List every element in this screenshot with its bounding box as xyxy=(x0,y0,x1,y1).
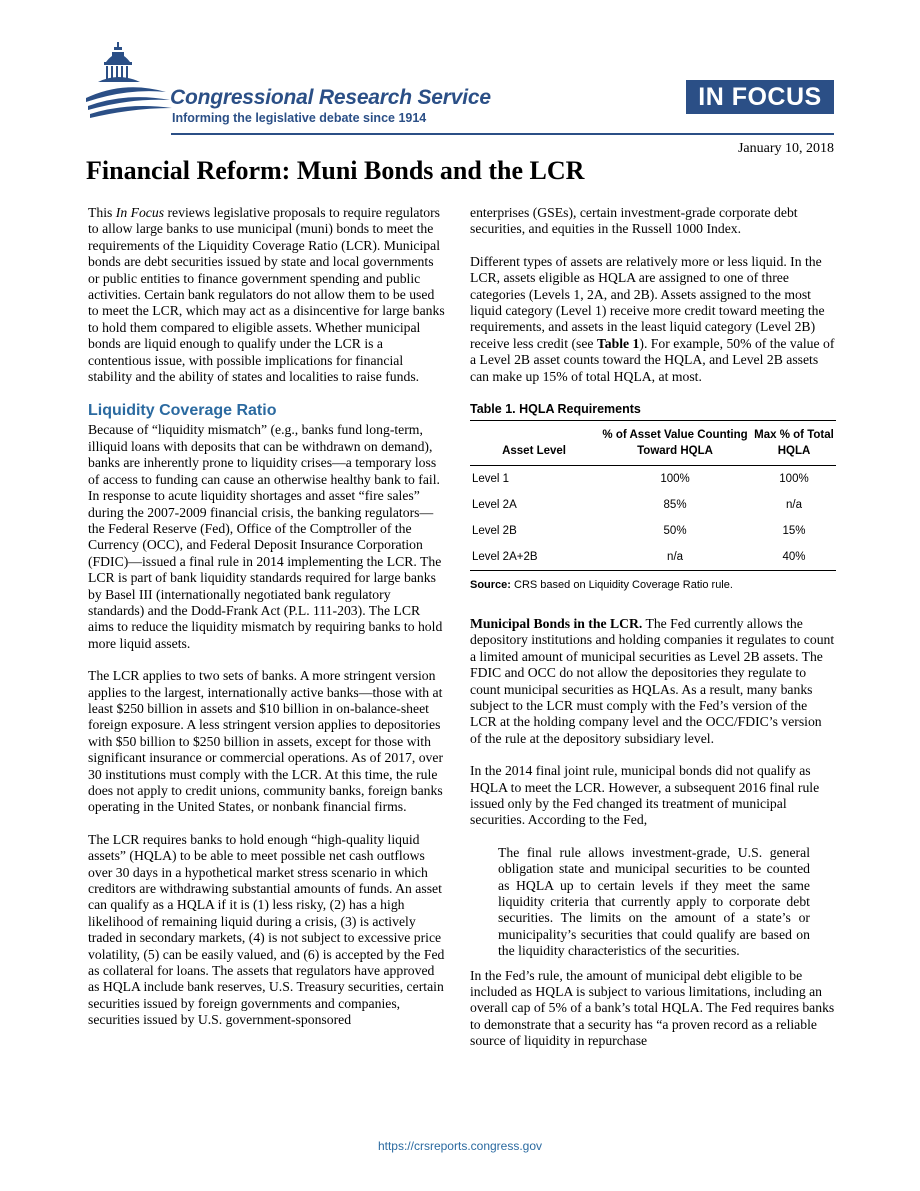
right-column xyxy=(470,205,836,1050)
paragraph-liquidity-mismatch: Because of “liquidity mismatch” (e.g., banks fund long-term, illiquid loans with deposits that can be withdrawn on demand), banks are inherently prone to liquidity crises—a temporary loss of access to funding can cause an otherwise healthy bank to fail. In response to acute liquidity shortages and asset “fire sales” during the 2007-2009 financial crisis, the banking regulators—the Federal Reserve (Fed), Office of the Comptroller of the Currency (OCC), and Federal Deposit Insurance Corporation (FDIC)—issued a final rule in 2014 implementing the LCR. The LCR is part of bank liquidity standards required for large banks by Basel III (internationally negotiated bank regulatory standards) and the Dodd-Frank Act (P.L. 111-203). The LCR aims to reduce the liquidity mismatch by requiring banks to hold more liquid assets. xyxy=(88,422,443,651)
cell-max-pct: 15% xyxy=(782,525,806,538)
column-header-asset-level: Asset Level xyxy=(470,421,598,466)
muni-bonds-text: The Fed currently allows the depository institutions and holding companies it regulates to count a limited amount of municipal securities as Level 2B assets. The FDIC and OCC do not allow the depositories they regulate to count municipal securities as HQLAs. As a result, many banks subject to the LCR must comply with the Fed’s version of the LCR at the holding company level and the OCC/FDIC’s version of the rule at the depository subsidiary level. xyxy=(470,615,835,746)
asset-levels-text: Different types of assets are relatively more or less liquid. In the LCR, assets eligible as HQLA are assigned to one of three categories (Levels 1, 2A, and 2B). Assets assigned to the most liquid category (Level 1) receive more credit toward meeting the requirements, and assets in the least liquid category (Level 2B) receive less credit (see xyxy=(470,253,825,351)
cell-asset-level: Level 2B xyxy=(472,525,517,538)
cell-pct-counting: 50% xyxy=(663,525,687,538)
table-header-row xyxy=(470,421,836,466)
org-name: Congressional Research Service xyxy=(170,86,491,109)
block-quote: The final rule allows investment-grade, U.S. general obligation state and municipal securities to be counted as HQLA up to certain levels if they meet the same liquidity criteria that currently apply to corporate debt securities. The limits on the amount of a state’s or municipality’s securities that could qualify are based on the liquidity characteristics of the securities. xyxy=(498,844,810,959)
paragraph-muni-bonds xyxy=(470,616,836,747)
capitol-dome-logo xyxy=(84,40,184,132)
cell-max-pct: 100% xyxy=(779,473,809,486)
left-column xyxy=(88,205,448,1029)
muni-bonds-run-in-heading: Municipal Bonds in the LCR. xyxy=(470,615,643,631)
cell-asset-level: Level 1 xyxy=(472,473,510,486)
header-rule xyxy=(171,133,834,135)
cell-pct-counting: 100% xyxy=(660,473,690,486)
org-tagline: Informing the legislative debate since 1914 xyxy=(172,111,427,125)
cell-pct-counting: 85% xyxy=(663,499,687,512)
cell-asset-level: Level 2A xyxy=(472,499,517,512)
cell-asset-level: Level 2A+2B xyxy=(470,544,598,571)
table-row xyxy=(470,544,836,571)
intro-text-rest: reviews legislative proposals to require regulators to allow large banks to use municipal (muni) bonds to meet the requirements of the Liquidity Coverage Ratio (LCR). Municipal bonds are debt securities issued by state and local governments or public entities to finance government spending and public activities. Certain bank regulators do not allow them to be used to meet the LCR, which may act as a disincentive for large banks to hold them compared to eligible assets. Whether municipal bonds are liquid enough to qualify under the LCR is a contentious issue, with possible implications for financial stability and the ability of states and localities to raise funds. xyxy=(88,205,445,385)
table-row xyxy=(470,466,836,493)
intro-paragraph xyxy=(88,205,448,385)
section-heading-lcr: Liquidity Coverage Ratio xyxy=(88,402,277,420)
in-focus-badge: IN FOCUS xyxy=(686,80,834,114)
cell-max-pct: 40% xyxy=(752,544,836,571)
paragraph-asset-levels xyxy=(470,254,836,385)
source-label: Source: xyxy=(470,579,511,592)
cell-max-pct: n/a xyxy=(786,499,802,512)
page-title: Financial Reform: Muni Bonds and the LCR xyxy=(86,156,585,185)
paragraph-gse-continued: enterprises (GSEs), certain investment-grade corporate debt securities, and equities in the Russell 1000 Index. xyxy=(470,205,798,237)
in-focus-italic: In Focus xyxy=(115,205,165,220)
table-row xyxy=(470,518,836,544)
publication-date: January 10, 2018 xyxy=(737,141,834,156)
table-reference: Table 1 xyxy=(596,335,640,351)
paragraph-hqla: The LCR requires banks to hold enough “high-quality liquid assets” (HQLA) to be able to meet possible net cash outflows over 30 days in a hypothetical market stress scenario in which creditors are withdrawing substantial amounts of funds. An asset can qualify as a HQLA if it is (1) less risky, (2) has a high likelihood of remaining liquid during a crisis, (3) is actively traded in secondary markets, (4) is not subject to excessive price volatility, (5) can be easily valued, and (6) is accepted by the Fed as collateral for loans. The assets that regulators have approved as HQLA include bank reserves, U.S. Treasury securities, certain securities issued by foreign governments and companies, securities issued by U.S. government-sponsored xyxy=(88,831,445,1028)
hqla-table xyxy=(470,421,836,571)
table-source xyxy=(470,577,836,593)
paragraph-lcr-applies: The LCR applies to two sets of banks. A more stringent version applies to the largest, internationally active banks—those with at least $250 billion in assets and $10 billion in on-balance-sheet foreign exposure. A less stringent version applies to depositories with $50 billion to $250 billion in assets, except for those with significant insurance or commercial operations. As of 2017, over 30 institutions must comply with the LCR. At this time, the rule does not apply to credit unions, community banks, foreign banks operating in the United States, or nonbank financial firms. xyxy=(88,668,444,815)
paragraph-fed-rule: In the Fed’s rule, the amount of municipal debt eligible to be included as HQLA is subject to various limitations, including an overall cap of 5% of a bank’s total HQLA. The Fed requires banks to demonstrate that a security has “a proven record as a reliable source of liquidity in repurchase xyxy=(470,967,835,1049)
column-header-max-pct: Max % of Total HQLA xyxy=(752,421,836,466)
footer-url-link[interactable]: https://crsreports.congress.gov xyxy=(377,1139,543,1153)
paragraph-2014-rule: In the 2014 final joint rule, municipal bonds did not qualify as HQLA to meet the LCR. However, a subsequent 2016 final rule issued only by the Fed changed its treatment of municipal securities. According to the Fed, xyxy=(470,763,820,828)
table-title: Table 1. HQLA Requirements xyxy=(470,401,836,421)
intro-text-start: This xyxy=(88,205,116,220)
source-text: CRS based on Liquidity Coverage Ratio rule. xyxy=(510,579,733,592)
table-row xyxy=(470,492,836,518)
column-header-pct-counting: % of Asset Value Counting Toward HQLA xyxy=(598,421,752,466)
asset-levels-text-end: ). For example, 50% of the value of a Level 2B asset counts toward the HQLA, and Level 2B assets can make up 15% of total HQLA, at most. xyxy=(470,335,835,384)
cell-pct-counting: n/a xyxy=(598,544,752,571)
